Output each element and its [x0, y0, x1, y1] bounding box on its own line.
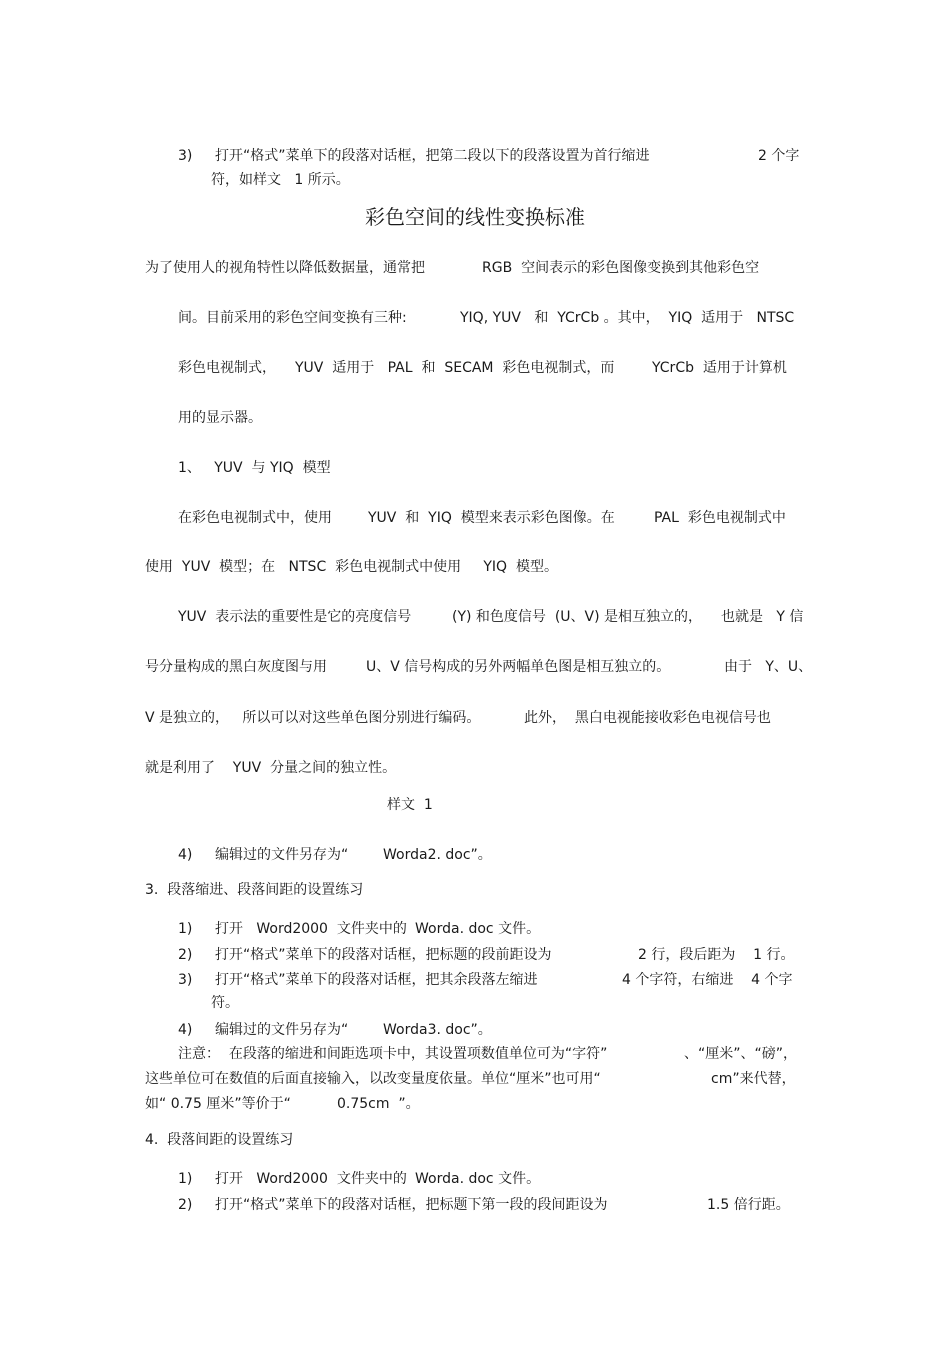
body-text: V 是独立的， 所以可以对这些单色图分别进行编码。 [145, 710, 481, 726]
body-text: YIQ, YUV 和 YCrCb 。其中， YIQ 适用于 NTSC [460, 310, 795, 326]
sample-title: 彩色空间的线性变换标准 [365, 205, 585, 229]
item-text: 打开“格式”菜单下的段落对话框，把标题下第一段的段间距设为 [215, 1197, 608, 1213]
body-text: 此外， 黑白电视能接收彩色电视信号也 [524, 710, 771, 726]
item-text: 打开“格式”菜单下的段落对话框，把标题的段前距设为 [215, 947, 552, 963]
item-text: 打开 Word2000 文件夹中的 [215, 921, 407, 937]
item-number: 2) [178, 1197, 193, 1213]
item-text: 打开“格式”菜单下的段落对话框，把第二段以下的段落设置为首行缩进 [215, 148, 650, 164]
item-number: 1) [178, 921, 193, 937]
item-number: 3) [178, 148, 193, 164]
subheading: 1、 YUV 与 YIQ 模型 [178, 460, 331, 476]
item-number: 4) [178, 1022, 193, 1038]
item-text-tail: 1.5 倍行距。 [707, 1197, 790, 1213]
note-text: 0.75cm ”。 [337, 1096, 420, 1112]
item-text-tail: Worda. doc 文件。 [415, 921, 541, 937]
item-text-tail: 2 个字 [758, 148, 800, 164]
item-text: 打开“格式”菜单下的段落对话框，把其余段落左缩进 [215, 972, 538, 988]
body-text: (Y) 和色度信号 (U、V) 是相互独立的， [452, 609, 703, 625]
body-text: 在彩色电视制式中，使用 [178, 510, 332, 526]
note-text: 如“ 0.75 厘米”等价于“ [145, 1096, 291, 1112]
item-text-continuation: 符，如样文 1 所示。 [211, 172, 350, 188]
body-text: RGB 空间表示的彩色图像变换到其他彩色空 [482, 260, 760, 276]
body-text: 就是利用了 YUV 分量之间的独立性。 [145, 760, 397, 776]
note-text: cm”来代替， [711, 1071, 796, 1087]
body-text: 间。目前采用的彩色空间变换有三种: [178, 310, 407, 326]
body-text: 由于 Y、U、 [724, 659, 813, 675]
body-text: YUV 适用于 PAL 和 SECAM 彩色电视制式，而 [295, 360, 615, 376]
body-text: PAL 彩色电视制式中 [654, 510, 786, 526]
item-text-tail: Worda. doc 文件。 [415, 1171, 541, 1187]
body-text: 号分量构成的黑白灰度图与用 [145, 659, 327, 675]
item-text-continuation: 符。 [211, 995, 239, 1011]
body-text: 用的显示器。 [178, 410, 262, 426]
body-text: YUV 表示法的重要性是它的亮度信号 [178, 609, 412, 625]
item-text: 打开 Word2000 文件夹中的 [215, 1171, 407, 1187]
body-text: 为了使用人的视角特性以降低数据量，通常把 [145, 260, 425, 276]
item-text-tail: 4 个字符，右缩进 4 个字 [622, 972, 793, 988]
body-text: YCrCb 适用于计算机 [652, 360, 787, 376]
item-text-tail: 2 行，段后距为 1 行。 [638, 947, 795, 963]
section-heading: 3. 段落缩进、段落间距的设置练习 [145, 882, 364, 898]
item-number: 2) [178, 947, 193, 963]
body-text: 彩色电视制式， [178, 360, 276, 376]
item-text-tail: Worda2. doc”。 [383, 847, 492, 863]
item-number: 3) [178, 972, 193, 988]
item-text: 编辑过的文件另存为“ [215, 847, 349, 863]
item-text: 编辑过的文件另存为“ [215, 1022, 349, 1038]
item-number: 1) [178, 1171, 193, 1187]
body-text: U、V 信号构成的另外两幅单色图是相互独立的。 [366, 659, 671, 675]
note-text: 这些单位可在数值的后面直接输入，以改变量度依量。单位“厘米”也可用“ [145, 1071, 601, 1087]
body-text: 使用 YUV 模型；在 NTSC 彩色电视制式中使用 YIQ 模型。 [145, 559, 558, 575]
sample-caption: 样文 1 [387, 797, 433, 813]
note-text: 、“厘米”、“磅”， [684, 1046, 798, 1062]
body-text: 也就是 Y 信 [721, 609, 804, 625]
note-text: 注意： 在段落的缩进和间距选项卡中，其设置项数值单位可为“字符” [178, 1046, 608, 1062]
section-heading: 4. 段落间距的设置练习 [145, 1132, 294, 1148]
body-text: YUV 和 YIQ 模型来表示彩色图像。在 [368, 510, 615, 526]
item-text-tail: Worda3. doc”。 [383, 1022, 492, 1038]
item-number: 4) [178, 847, 193, 863]
